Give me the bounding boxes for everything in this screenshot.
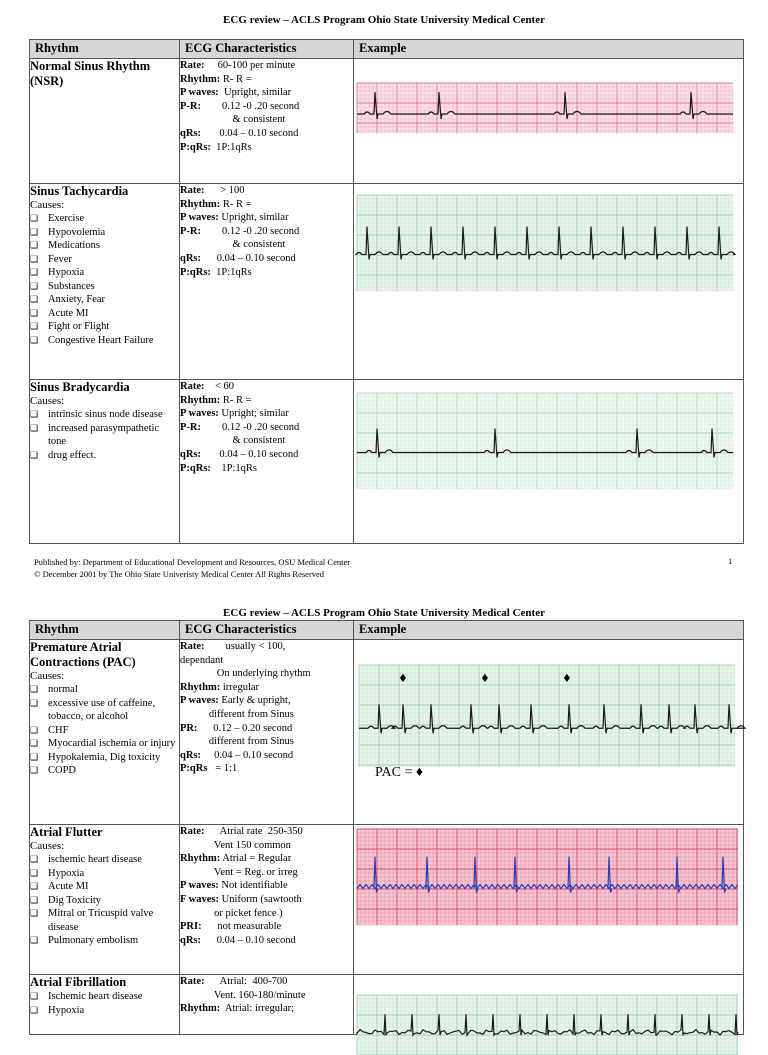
- causes-list: [30, 683, 179, 778]
- characteristic-value: usually < 100,: [204, 641, 286, 652]
- checkbox-bullet-icon: ❑: [30, 422, 39, 433]
- list-item: [30, 307, 179, 321]
- characteristic-line: [180, 394, 353, 408]
- characteristic-value: 1P:1qRs: [210, 266, 252, 278]
- characteristic-line: [180, 73, 353, 87]
- checkbox-bullet-icon: ❑: [30, 738, 39, 748]
- characteristic-line: [180, 266, 353, 280]
- list-item: [30, 697, 179, 724]
- characteristic-value: R- R =: [220, 198, 252, 210]
- list-item: [30, 320, 179, 334]
- characteristic-line: [180, 238, 353, 252]
- characteristic-label: P:qRs:: [180, 462, 211, 474]
- characteristic-label: P waves:: [180, 408, 219, 420]
- cause-text: Hypoxia: [48, 867, 85, 879]
- characteristic-value: = 1:1: [207, 763, 238, 775]
- list-item: [30, 212, 179, 226]
- characteristic-label: Rhythm:: [180, 394, 221, 406]
- causes-label: Causes:: [30, 670, 65, 682]
- characteristic-line: [180, 640, 353, 654]
- characteristic-line: [180, 839, 353, 853]
- list-item: [30, 764, 179, 778]
- characteristic-value: R- R =: [220, 73, 252, 85]
- characteristic-value: Atrial: 400-700: [204, 976, 288, 987]
- rhythm-cell: [30, 380, 180, 544]
- list-item: [30, 449, 179, 463]
- characteristic-line: [180, 434, 353, 448]
- table-row: [30, 825, 744, 975]
- characteristic-label: PRI:: [180, 921, 202, 933]
- characteristic-label: Rhythm:: [180, 198, 221, 210]
- checkbox-bullet-icon: ❑: [30, 409, 39, 419]
- characteristic-label: Rate:: [180, 976, 205, 987]
- characteristics-cell: [180, 975, 354, 1035]
- characteristic-value: different from Sinus: [180, 736, 294, 748]
- list-item: [30, 853, 179, 867]
- characteristic-value: 60-100 per minute: [204, 60, 296, 71]
- characteristic-value: > 100: [204, 185, 245, 196]
- ecg-strip: [357, 995, 738, 1055]
- characteristic-line: [180, 225, 353, 239]
- list-item: [30, 1004, 179, 1018]
- characteristic-line: [180, 762, 353, 776]
- characteristic-value: or picket fence ): [180, 907, 283, 919]
- characteristic-line: [180, 989, 353, 1003]
- characteristic-line: [180, 407, 353, 421]
- table-row: [30, 380, 744, 544]
- characteristic-line: [180, 694, 353, 708]
- example-cell: [354, 640, 744, 825]
- characteristic-label: P waves:: [180, 87, 219, 99]
- characteristic-line: [180, 879, 353, 893]
- characteristic-label: qRs:: [180, 749, 202, 761]
- rhythm-name: Premature Atrial: [30, 640, 122, 654]
- characteristic-line: [180, 421, 353, 435]
- pac-annotation: PAC = ♦: [375, 765, 423, 780]
- characteristic-label: PR:: [180, 722, 198, 734]
- characteristic-label: Rate:: [180, 381, 205, 392]
- example-cell: [354, 975, 744, 1035]
- cause-text: Hypoxia: [48, 1004, 85, 1016]
- cause-text: CHF: [48, 724, 69, 736]
- cause-text: Hypoxia: [48, 267, 85, 278]
- characteristic-line: [180, 86, 353, 100]
- header-example: Example: [354, 621, 744, 640]
- characteristic-value: 0.04 – 0.10 second: [201, 934, 296, 946]
- page-2-title: ECG review – ACLS Program Ohio State University Medical Center: [223, 607, 545, 619]
- characteristic-label: P:qRs: [180, 763, 208, 775]
- characteristic-label: qRs:: [180, 934, 202, 946]
- characteristic-value: Upright, similar: [218, 212, 289, 224]
- characteristics-cell: [180, 59, 354, 184]
- rhythm-name: Contractions (PAC): [30, 655, 136, 669]
- checkbox-bullet-icon: ❑: [30, 280, 39, 291]
- table-row: [30, 184, 744, 380]
- characteristic-line: [180, 1002, 353, 1016]
- characteristic-value: 0.04 – 0.10 second: [201, 252, 296, 264]
- characteristic-value: Vent = Reg. or irreg: [180, 866, 298, 878]
- checkbox-bullet-icon: ❑: [30, 240, 39, 250]
- characteristic-value: different from Sinus: [180, 708, 294, 720]
- cause-text: Pulmonary embolism: [48, 935, 139, 946]
- page-1-footer: [34, 556, 350, 580]
- characteristic-label: P waves:: [180, 695, 219, 707]
- cause-text: Mitral or Tricuspid valve disease: [48, 908, 154, 933]
- cause-text: Anxiety, Fear: [48, 294, 106, 305]
- header-ecg-characteristics: ECG Characteristics: [180, 40, 354, 59]
- checkbox-bullet-icon: ❑: [30, 991, 39, 1001]
- list-item: [30, 751, 179, 765]
- causes-label: Causes:: [30, 395, 65, 407]
- characteristic-value: 0.04 – 0.10 second: [201, 127, 299, 139]
- cause-text: Medications: [48, 240, 100, 251]
- characteristic-line: [180, 211, 353, 225]
- list-item: [30, 934, 179, 948]
- cause-text: Exercise: [48, 213, 85, 224]
- characteristic-line: [180, 252, 353, 266]
- example-cell: [354, 380, 744, 544]
- characteristic-line: [180, 667, 353, 681]
- cause-text: Ischemic heart disease: [48, 991, 143, 1002]
- characteristic-label: P waves:: [180, 212, 219, 224]
- pac-marker-icon: ♦: [399, 671, 407, 686]
- checkbox-bullet-icon: ❑: [30, 449, 39, 460]
- causes-list: [30, 990, 179, 1017]
- characteristic-value: Vent. 160-180/minute: [180, 989, 306, 1001]
- rhythm-name: Sinus Bradycardia: [30, 380, 130, 394]
- causes-list: [30, 212, 179, 347]
- rhythm-name: Sinus Tachycardia: [30, 184, 129, 198]
- checkbox-bullet-icon: ❑: [30, 334, 39, 345]
- cause-text: Substances: [48, 280, 95, 292]
- footer-copyright: © December 2001 by The Ohio State Univeristy Medical Center All Rights Reserved: [34, 569, 325, 579]
- characteristic-value: Atrial rate 250-350: [204, 826, 303, 837]
- checkbox-bullet-icon: ❑: [30, 321, 39, 331]
- characteristic-value: < 60: [204, 381, 235, 392]
- characteristic-line: [180, 825, 353, 839]
- characteristic-line: [180, 127, 353, 141]
- characteristic-line: [180, 934, 353, 948]
- cause-text: Fight or Flight: [48, 321, 110, 332]
- characteristic-value: R- R =: [220, 394, 252, 406]
- pac-marker-icon: ♦: [481, 671, 489, 686]
- characteristic-line: [180, 907, 353, 921]
- page-1-table: [29, 39, 744, 544]
- characteristic-label: Rate:: [180, 60, 205, 71]
- cause-text: Acute MI: [48, 881, 89, 892]
- causes-label: Causes:: [30, 199, 65, 211]
- characteristic-label: P waves:: [180, 880, 219, 892]
- checkbox-bullet-icon: ❑: [30, 213, 39, 223]
- ecg-strip: [357, 393, 733, 489]
- checkbox-bullet-icon: ❑: [30, 867, 39, 878]
- rhythm-cell: [30, 640, 180, 825]
- characteristic-label: P:qRs:: [180, 141, 211, 153]
- characteristic-value: & consistent: [180, 435, 286, 447]
- checkbox-bullet-icon: ❑: [30, 684, 39, 694]
- cause-text: ischemic heart disease: [48, 854, 142, 865]
- characteristic-value: & consistent: [180, 239, 286, 251]
- cause-text: normal: [48, 684, 78, 695]
- characteristic-value: 0.12 -0 .20 second: [201, 100, 300, 112]
- ecg-strip: [357, 195, 733, 291]
- characteristic-label: Rate:: [180, 185, 205, 196]
- checkbox-bullet-icon: ❑: [30, 881, 39, 891]
- list-item: [30, 894, 179, 908]
- footer-publisher: Published by: Department of Educational Development and Resources, OSU Medical Center: [34, 557, 351, 567]
- characteristic-label: qRs:: [180, 127, 202, 139]
- cause-text: Hypokalemia, Dig toxicity: [48, 751, 161, 763]
- rhythm-name: Atrial Flutter: [30, 825, 103, 839]
- characteristic-line: [180, 448, 353, 462]
- checkbox-bullet-icon: ❑: [30, 751, 39, 762]
- characteristic-label: P:qRs:: [180, 266, 211, 278]
- characteristic-value: On underlying rhythm: [180, 668, 311, 680]
- list-item: [30, 737, 179, 751]
- characteristic-label: Rate:: [180, 826, 205, 837]
- rhythm-name: Normal Sinus Rhythm: [30, 59, 151, 73]
- rhythm-name: (NSR): [30, 74, 64, 88]
- causes-label: Causes:: [30, 840, 65, 852]
- characteristic-value: 1P:1qRs: [210, 141, 252, 153]
- example-cell: [354, 59, 744, 184]
- characteristic-label: qRs:: [180, 448, 202, 460]
- characteristic-line: [180, 184, 353, 198]
- cause-text: Hypovolemia: [48, 226, 106, 238]
- checkbox-bullet-icon: ❑: [30, 894, 39, 905]
- checkbox-bullet-icon: ❑: [30, 1004, 39, 1015]
- characteristic-value: irregular: [220, 681, 260, 693]
- table-row: [30, 975, 744, 1035]
- header-example: Example: [354, 40, 744, 59]
- header-rhythm: Rhythm: [30, 621, 180, 640]
- characteristic-label: Rhythm:: [180, 681, 221, 693]
- table-header-row: [30, 40, 744, 59]
- rhythm-name: Atrial Fibrillation: [30, 975, 127, 989]
- characteristic-label: F waves:: [180, 893, 219, 905]
- characteristic-line: [180, 141, 353, 155]
- characteristic-line: [180, 975, 353, 989]
- characteristic-value: Uniform (sawtooth: [218, 893, 302, 905]
- characteristic-line: [180, 681, 353, 695]
- characteristic-label: Rhythm:: [180, 1003, 221, 1015]
- list-item: [30, 683, 179, 697]
- characteristic-line: [180, 100, 353, 114]
- characteristic-label: P-R:: [180, 100, 201, 112]
- characteristic-line: [180, 654, 353, 668]
- list-item: [30, 226, 179, 240]
- ecg-strip: [359, 665, 735, 780]
- causes-list: [30, 853, 179, 948]
- page-1-title: ECG review – ACLS Program Ohio State University Medical Center: [223, 14, 545, 26]
- header-rhythm: Rhythm: [30, 40, 180, 59]
- checkbox-bullet-icon: ❑: [30, 267, 39, 277]
- example-cell: [354, 184, 744, 380]
- characteristic-line: [180, 735, 353, 749]
- characteristic-value: Atrial: irregular;: [220, 1003, 295, 1015]
- characteristic-value: & consistent: [180, 114, 286, 126]
- list-item: [30, 422, 179, 449]
- checkbox-bullet-icon: ❑: [30, 854, 39, 864]
- characteristic-value: 0.12 – 0.20 second: [197, 722, 293, 734]
- ecg-strip: [357, 83, 733, 133]
- cause-text: intrinsic sinus node disease: [48, 409, 163, 420]
- list-item: [30, 334, 179, 348]
- characteristic-value: Vent 150 common: [180, 839, 291, 851]
- characteristic-value: 0.12 -0 .20 second: [201, 225, 300, 237]
- characteristic-line: [180, 866, 353, 880]
- characteristic-value: 1P:1qRs: [210, 462, 258, 474]
- checkbox-bullet-icon: ❑: [30, 294, 39, 304]
- checkbox-bullet-icon: ❑: [30, 724, 39, 735]
- checkbox-bullet-icon: ❑: [30, 697, 39, 708]
- characteristic-value: 0.04 – 0.10 second: [201, 749, 294, 761]
- characteristic-label: Rhythm:: [180, 853, 221, 865]
- characteristic-line: [180, 852, 353, 866]
- table-header-row: [30, 621, 744, 640]
- list-item: [30, 266, 179, 280]
- table-row: [30, 640, 744, 825]
- list-item: [30, 293, 179, 307]
- list-item: [30, 408, 179, 422]
- ecg-strip: [357, 829, 738, 925]
- list-item: [30, 239, 179, 253]
- checkbox-bullet-icon: ❑: [30, 226, 39, 237]
- checkbox-bullet-icon: ❑: [30, 908, 39, 918]
- cause-text: Fever: [48, 253, 72, 265]
- characteristic-label: qRs:: [180, 252, 202, 264]
- characteristic-value: not measurable: [201, 921, 282, 933]
- rhythm-cell: [30, 825, 180, 975]
- characteristic-line: [180, 722, 353, 736]
- list-item: [30, 907, 179, 934]
- checkbox-bullet-icon: ❑: [30, 307, 39, 318]
- characteristics-cell: [180, 825, 354, 975]
- characteristic-value: 0.04 – 0.10 second: [201, 448, 299, 460]
- cause-text: Dig Toxicity: [48, 894, 102, 906]
- characteristic-value: Upright; similar: [218, 408, 289, 420]
- characteristic-value: Atrial = Regular: [220, 853, 292, 865]
- list-item: [30, 880, 179, 894]
- characteristics-cell: [180, 640, 354, 825]
- causes-list: [30, 408, 179, 462]
- characteristic-line: [180, 893, 353, 907]
- characteristic-line: [180, 749, 353, 763]
- cause-text: increased parasympathetic tone: [48, 422, 160, 447]
- cause-text: drug effect.: [48, 449, 97, 461]
- characteristic-label: Rhythm:: [180, 73, 221, 85]
- cause-text: Congestive Heart Failure: [48, 334, 154, 346]
- rhythm-cell: [30, 184, 180, 380]
- characteristic-line: [180, 380, 353, 394]
- characteristic-line: [180, 198, 353, 212]
- list-item: [30, 867, 179, 881]
- table-row: [30, 59, 744, 184]
- rhythm-cell: [30, 59, 180, 184]
- characteristic-line: [180, 113, 353, 127]
- characteristics-cell: [180, 184, 354, 380]
- cause-text: Myocardial ischemia or injury: [48, 738, 176, 749]
- characteristic-label: P-R:: [180, 225, 201, 237]
- characteristic-line: [180, 59, 353, 73]
- example-cell: [354, 825, 744, 975]
- characteristic-value: dependant: [180, 654, 224, 666]
- characteristic-value: 0.12 -0 .20 second: [201, 421, 300, 433]
- page-number: 1: [728, 556, 733, 566]
- characteristic-value: Not identifiable: [218, 880, 288, 892]
- cause-text: Acute MI: [48, 307, 89, 319]
- list-item: [30, 724, 179, 738]
- header-ecg-characteristics: ECG Characteristics: [180, 621, 354, 640]
- list-item: [30, 253, 179, 267]
- list-item: [30, 990, 179, 1004]
- list-item: [30, 280, 179, 294]
- characteristic-label: P-R:: [180, 421, 201, 433]
- characteristic-value: Early & upright,: [218, 695, 291, 707]
- characteristic-label: Rate:: [180, 641, 205, 652]
- rhythm-cell: [30, 975, 180, 1035]
- cause-text: excessive use of caffeine, tobacco, or alcohol: [48, 697, 156, 722]
- checkbox-bullet-icon: ❑: [30, 253, 39, 264]
- characteristic-line: [180, 708, 353, 722]
- characteristic-value: Upright, similar: [218, 87, 292, 99]
- characteristic-line: [180, 462, 353, 476]
- characteristics-cell: [180, 380, 354, 544]
- pac-marker-icon: ♦: [563, 671, 571, 686]
- page-2-table: [29, 620, 744, 1035]
- checkbox-bullet-icon: ❑: [30, 935, 39, 945]
- characteristic-line: [180, 920, 353, 934]
- checkbox-bullet-icon: ❑: [30, 765, 39, 775]
- cause-text: COPD: [48, 765, 77, 776]
